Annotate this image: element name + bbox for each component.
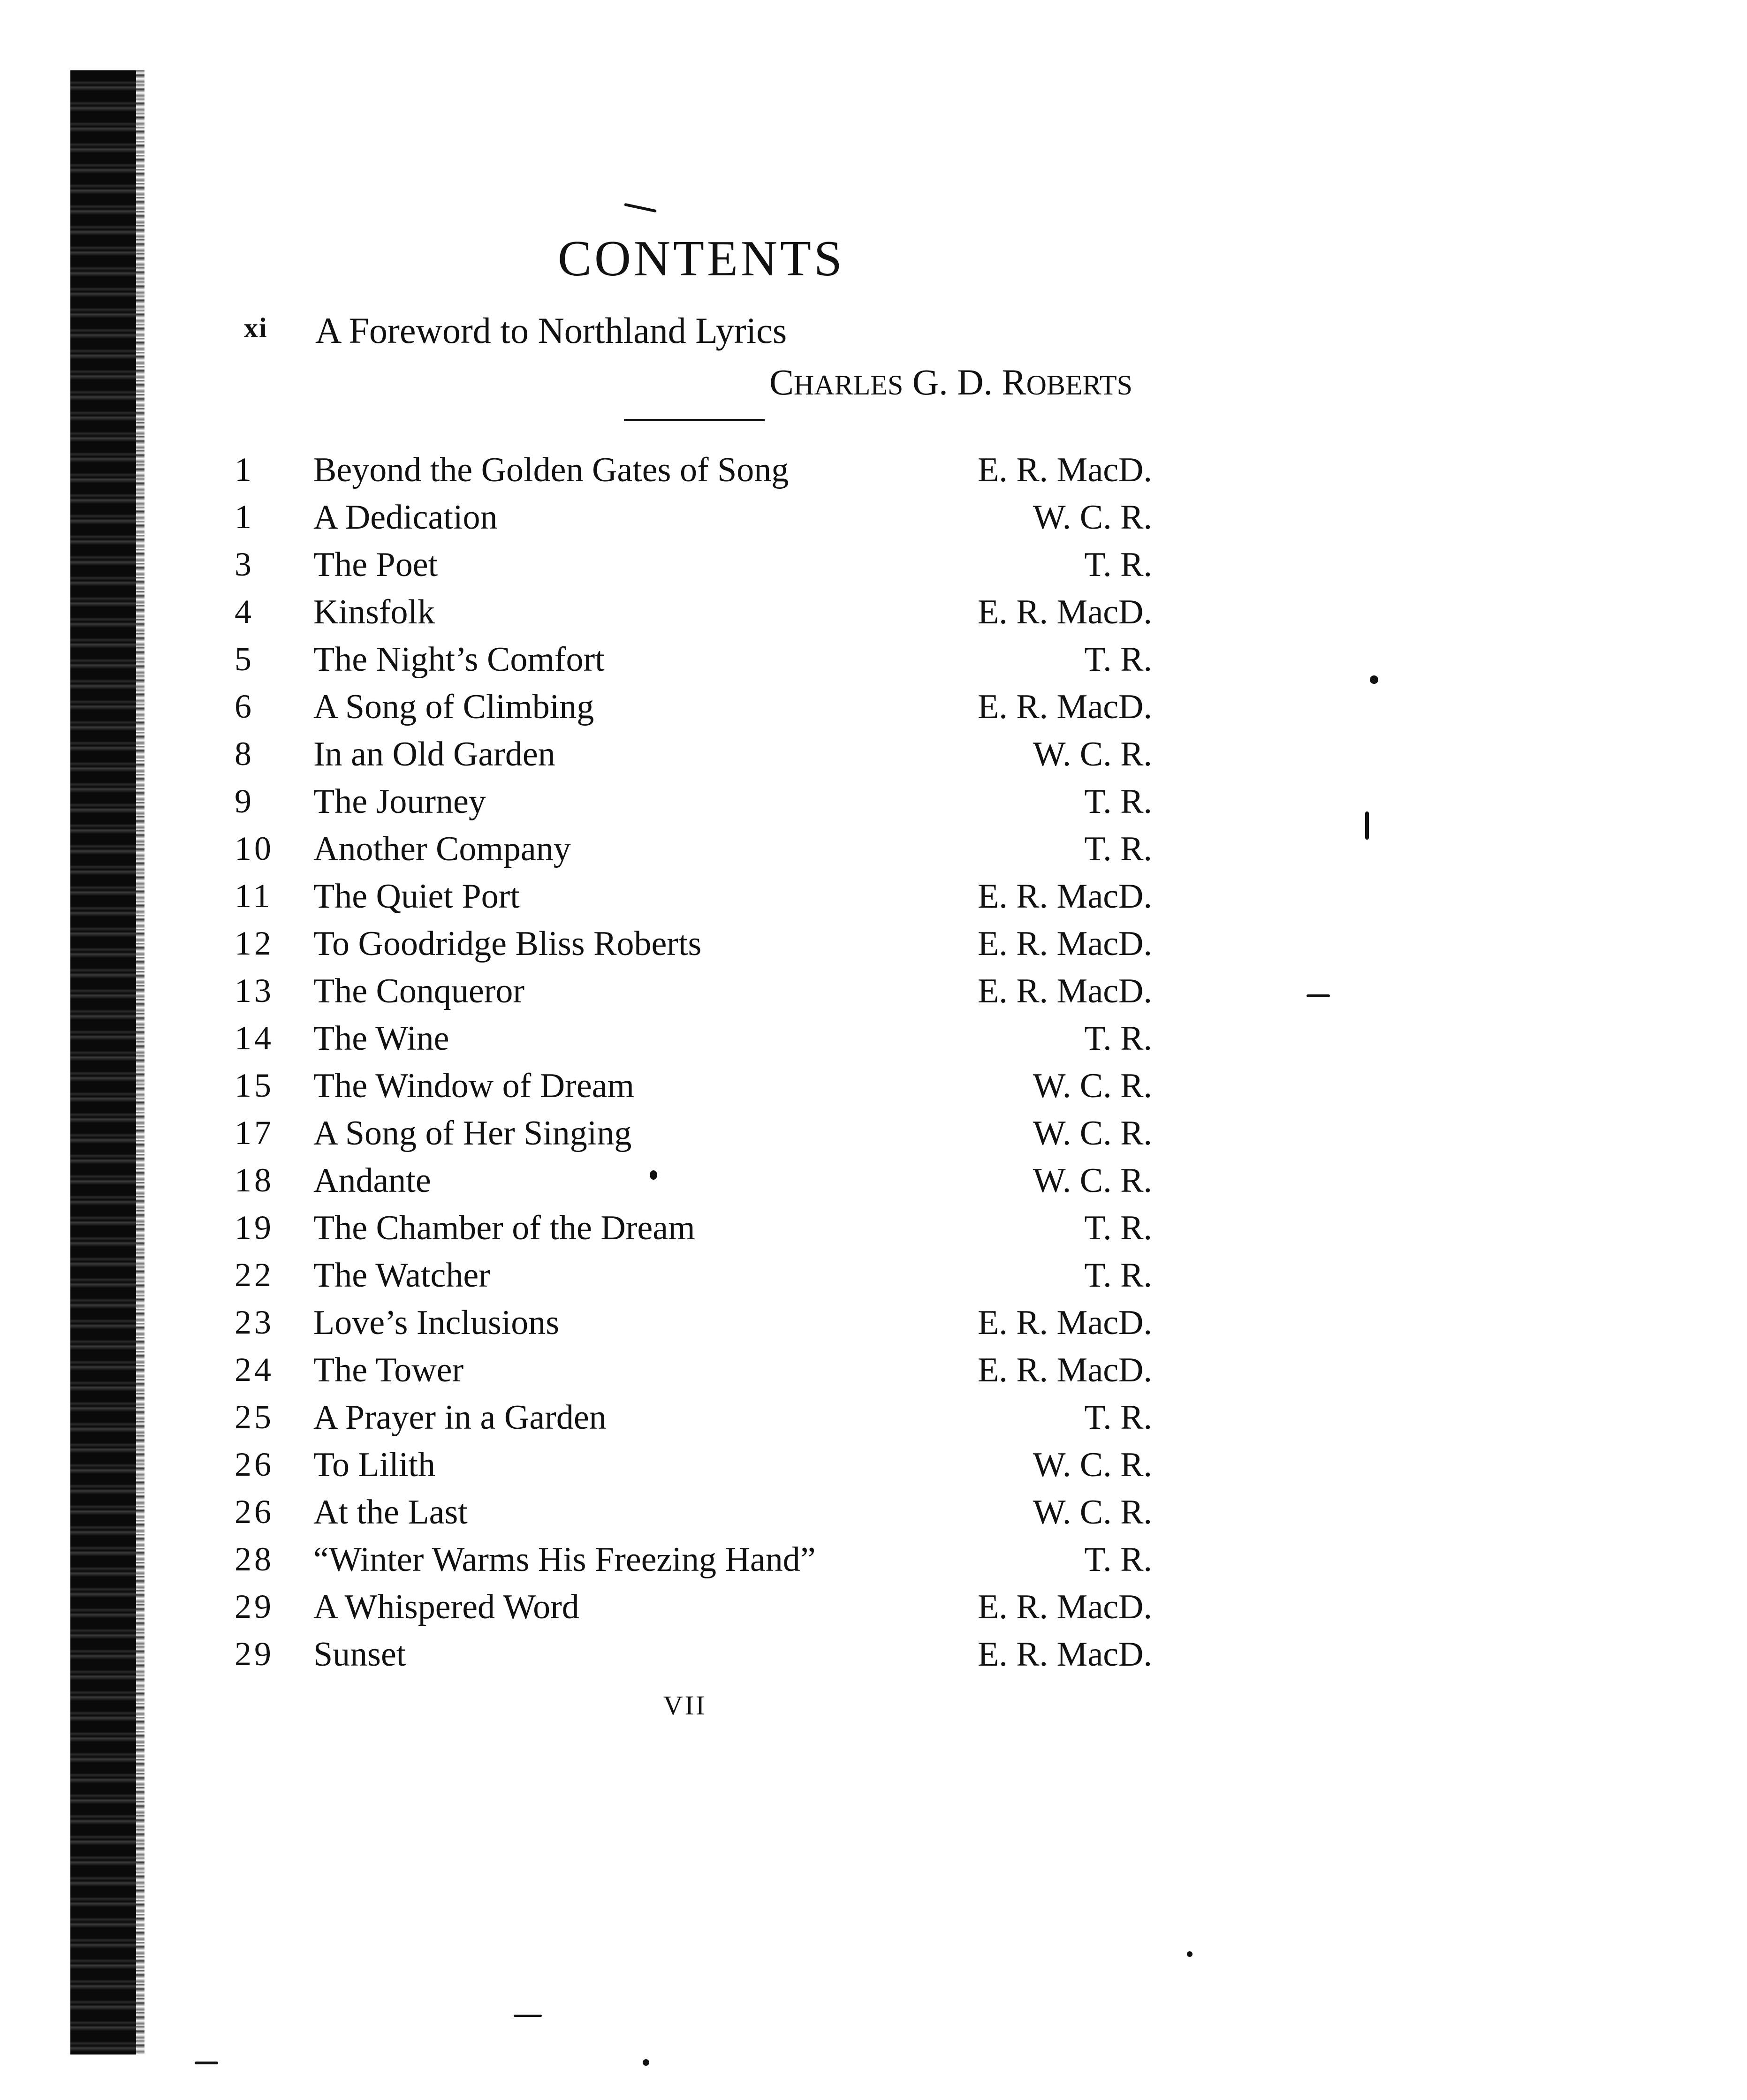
entry-page-number: 10 xyxy=(235,830,274,867)
page-folio: VII xyxy=(663,1690,707,1721)
print-speck xyxy=(624,203,657,212)
entry-page-number: 13 xyxy=(235,972,274,1009)
entry-page-number: 5 xyxy=(235,640,254,678)
entry-page-number: 14 xyxy=(235,1019,274,1057)
entry-title: Sunset xyxy=(313,1635,406,1674)
contents-entry xyxy=(0,924,1747,971)
contents-entry xyxy=(0,1303,1747,1350)
contents-entry xyxy=(0,1587,1747,1634)
entry-page-number: 24 xyxy=(235,1351,274,1388)
entry-author: E. R. MacD. xyxy=(978,877,1152,916)
print-speck xyxy=(1187,1951,1193,1957)
contents-entry xyxy=(0,877,1747,924)
entry-page-number: 22 xyxy=(235,1256,274,1294)
entry-title: The Watcher xyxy=(313,1256,490,1295)
entry-title: Andante xyxy=(313,1161,431,1200)
entry-page-number: 19 xyxy=(235,1209,274,1246)
contents-entry xyxy=(0,1493,1747,1539)
entry-title: A Prayer in a Garden xyxy=(313,1398,607,1437)
entry-page-number: 18 xyxy=(235,1161,274,1199)
entry-author: E. R. MacD. xyxy=(978,972,1152,1010)
contents-entry xyxy=(0,971,1747,1018)
entry-page-number: 1 xyxy=(235,498,254,536)
entry-page-number: 4 xyxy=(235,593,254,630)
entry-title: The Journey xyxy=(313,782,486,821)
contents-entry xyxy=(0,450,1747,497)
entry-page-number: 9 xyxy=(235,782,254,820)
foreword-title: A Foreword to Northland Lyrics xyxy=(315,310,787,351)
contents-entry xyxy=(0,640,1747,687)
contents-entry xyxy=(0,1114,1747,1160)
entry-page-number: 25 xyxy=(235,1398,274,1436)
entry-title: To Lilith xyxy=(313,1446,435,1484)
contents-entry xyxy=(0,498,1747,545)
entry-author: T. R. xyxy=(1084,546,1152,584)
contents-entry xyxy=(0,1208,1747,1255)
contents-entry xyxy=(0,1635,1747,1682)
entry-author: T. R. xyxy=(1084,1209,1152,1247)
entry-author: W. C. R. xyxy=(1033,735,1152,773)
entry-author: E. R. MacD. xyxy=(978,1351,1152,1389)
entry-title: A Song of Climbing xyxy=(313,688,594,726)
entry-page-number: 8 xyxy=(235,735,254,773)
entry-author: W. C. R. xyxy=(1033,1161,1152,1200)
contents-entry xyxy=(0,829,1747,876)
contents-entry xyxy=(0,592,1747,639)
entry-title: Kinsfolk xyxy=(313,593,435,631)
entry-page-number: 26 xyxy=(235,1493,274,1531)
entry-author: E. R. MacD. xyxy=(978,451,1152,489)
contents-entry xyxy=(0,1066,1747,1113)
entry-title: To Goodridge Bliss Roberts xyxy=(313,925,702,963)
entry-title: The Tower xyxy=(313,1351,464,1389)
entry-title: A Song of Her Singing xyxy=(313,1114,632,1152)
entry-author: T. R. xyxy=(1084,1540,1152,1579)
entry-title: Love’s Inclusions xyxy=(313,1304,560,1342)
entry-title: A Whispered Word xyxy=(313,1588,579,1626)
entry-author: T. R. xyxy=(1084,1019,1152,1058)
entry-author: W. C. R. xyxy=(1033,1114,1152,1152)
entry-page-number: 3 xyxy=(235,546,254,583)
contents-entry xyxy=(0,1398,1747,1445)
print-speck xyxy=(514,2015,542,2017)
entry-author: W. C. R. xyxy=(1033,1493,1152,1531)
contents-entry xyxy=(0,1540,1747,1587)
section-rule xyxy=(624,419,765,421)
entry-title: At the Last xyxy=(313,1493,468,1531)
entry-author: E. R. MacD. xyxy=(978,1588,1152,1626)
entry-page-number: 1 xyxy=(235,451,254,488)
entry-author: W. C. R. xyxy=(1033,1446,1152,1484)
entry-title: Beyond the Golden Gates of Song xyxy=(313,451,789,489)
foreword-page-number: xi xyxy=(244,312,268,343)
entry-page-number: 29 xyxy=(235,1588,274,1625)
contents-entry xyxy=(0,1445,1747,1492)
contents-entry xyxy=(0,687,1747,734)
entry-author: W. C. R. xyxy=(1033,498,1152,537)
contents-entry xyxy=(0,782,1747,829)
contents-entry xyxy=(0,1350,1747,1397)
print-speck xyxy=(643,2059,649,2066)
entry-page-number: 28 xyxy=(235,1540,274,1578)
entry-author: T. R. xyxy=(1084,640,1152,679)
entry-page-number: 17 xyxy=(235,1114,274,1152)
page-title: CONTENTS xyxy=(558,231,845,287)
foreword-author xyxy=(769,361,1132,403)
entry-title: The Quiet Port xyxy=(313,877,520,916)
entry-page-number: 26 xyxy=(235,1446,274,1483)
entry-title: The Poet xyxy=(313,546,438,584)
entry-title: The Night’s Comfort xyxy=(313,640,605,679)
foreword-author-part: C xyxy=(769,362,794,402)
contents-entry xyxy=(0,545,1747,592)
entry-author: E. R. MacD. xyxy=(978,925,1152,963)
contents-entry xyxy=(0,1161,1747,1208)
entry-page-number: 12 xyxy=(235,925,274,962)
foreword-author-part: HARLES xyxy=(794,370,904,401)
entry-author: T. R. xyxy=(1084,830,1152,868)
entry-title: The Wine xyxy=(313,1019,449,1058)
entry-page-number: 15 xyxy=(235,1067,274,1104)
entry-author: T. R. xyxy=(1084,782,1152,821)
entry-page-number: 23 xyxy=(235,1304,274,1341)
entry-author: E. R. MacD. xyxy=(978,1304,1152,1342)
entry-author: W. C. R. xyxy=(1033,1067,1152,1105)
entry-author: E. R. MacD. xyxy=(978,688,1152,726)
entry-title: The Window of Dream xyxy=(313,1067,635,1105)
foreword-author-part: OBERTS xyxy=(1026,370,1133,401)
entry-title: A Dedication xyxy=(313,498,498,537)
entry-author: E. R. MacD. xyxy=(978,593,1152,631)
entry-title: The Chamber of the Dream xyxy=(313,1209,695,1247)
entry-title: “Winter Warms His Freezing Hand” xyxy=(313,1540,816,1579)
entry-author: T. R. xyxy=(1084,1398,1152,1437)
print-speck xyxy=(195,2062,218,2064)
entry-title: The Conqueror xyxy=(313,972,525,1010)
contents-entry xyxy=(0,1019,1747,1066)
entry-page-number: 11 xyxy=(235,877,273,915)
entry-page-number: 6 xyxy=(235,688,254,725)
entry-author: T. R. xyxy=(1084,1256,1152,1295)
contents-entry xyxy=(0,1256,1747,1303)
entry-author: E. R. MacD. xyxy=(978,1635,1152,1674)
entry-title: In an Old Garden xyxy=(313,735,555,773)
entry-page-number: 29 xyxy=(235,1635,274,1673)
contents-entry xyxy=(0,735,1747,781)
entry-title: Another Company xyxy=(313,830,571,868)
foreword-author-part: G. D. R xyxy=(903,362,1026,402)
